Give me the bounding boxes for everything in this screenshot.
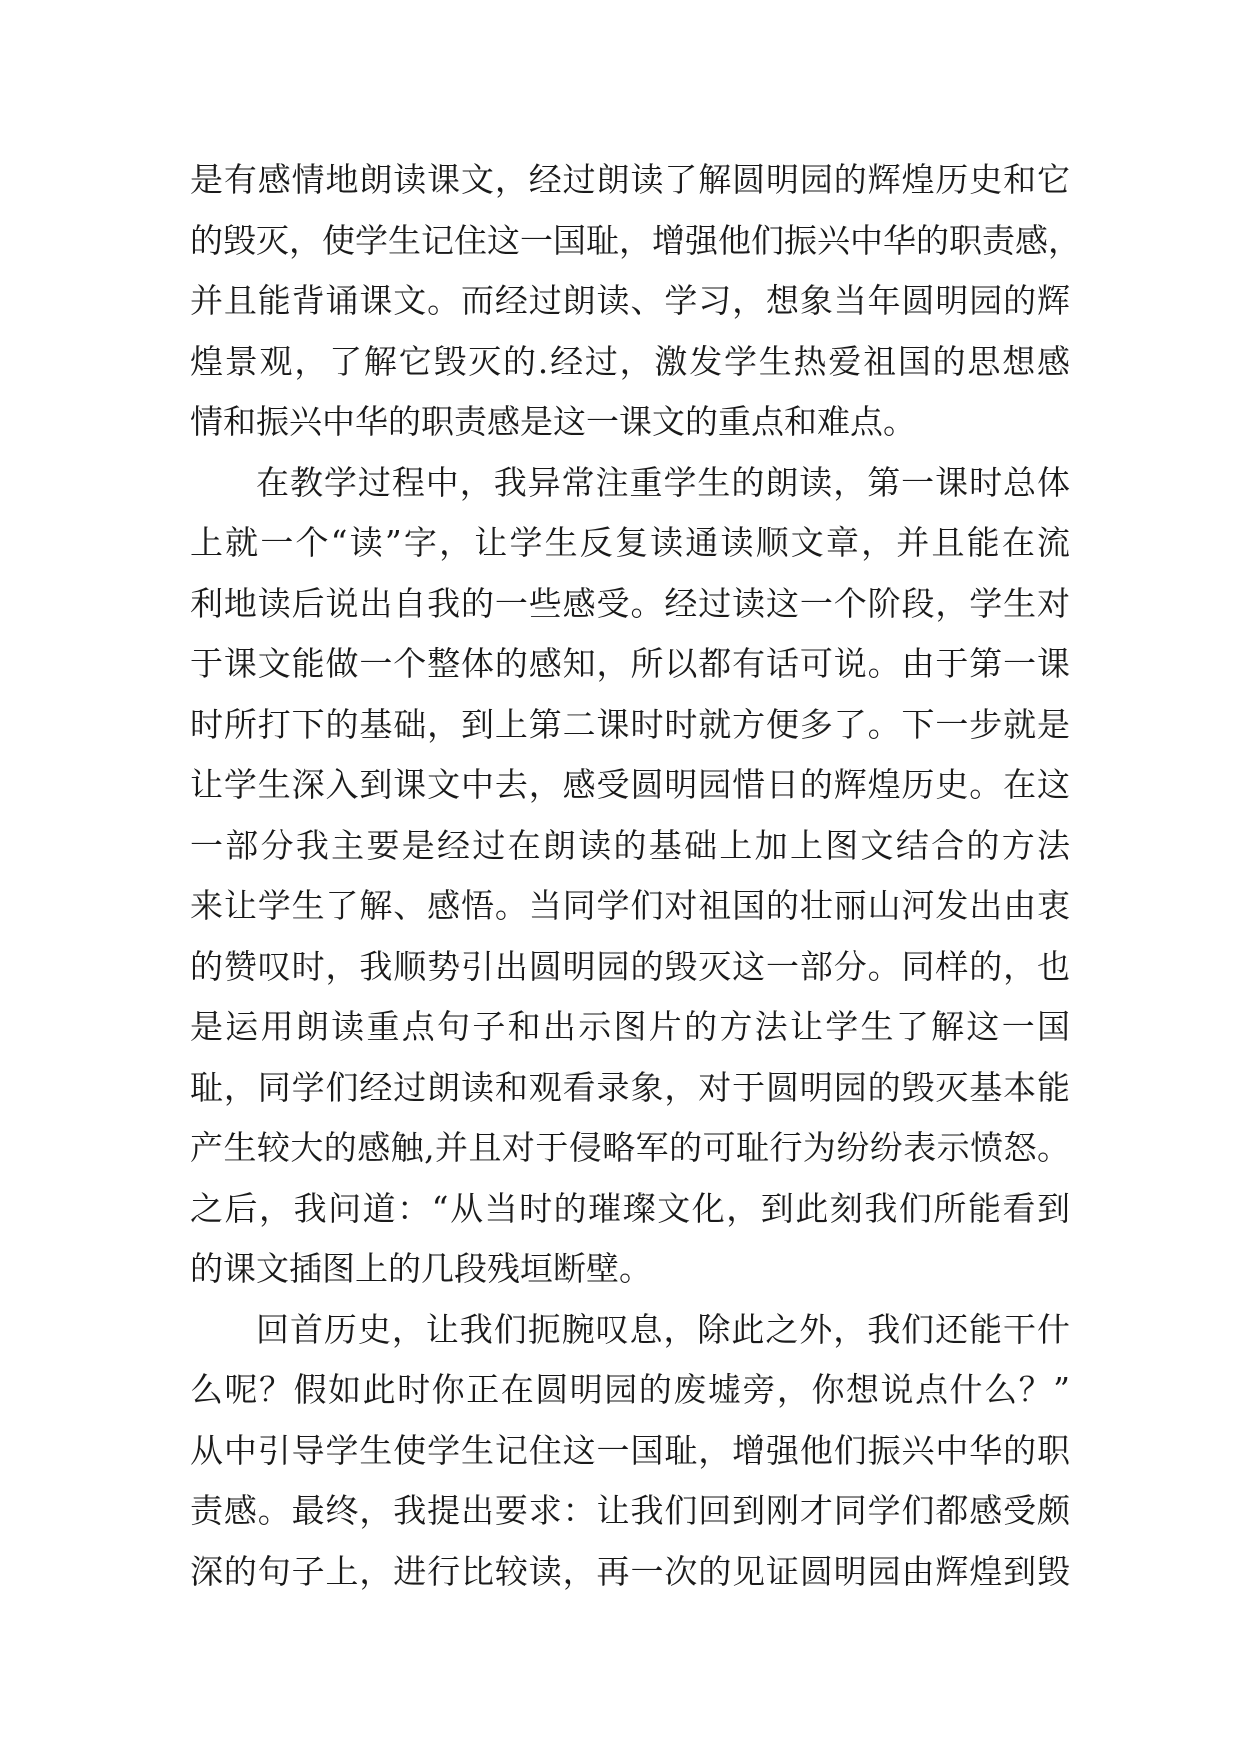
paragraph-2-line: 的课文插图上的几段残垣断壁。 bbox=[190, 1249, 652, 1288]
paragraph-2-line: 一部分我主要是经过在朗读的基础上加上图文结合的方法 bbox=[190, 825, 1070, 865]
paragraph-1-line: 的毁灭，使学生记住这一国耻，增强他们振兴中华的职责感， bbox=[190, 220, 1081, 260]
paragraph-3-line: 么呢？假如此时你正在圆明园的废墟旁，你想说点什么？” bbox=[190, 1370, 1070, 1409]
paragraph-3-line: 深的句子上，进行比较读，再一次的见证圆明园由辉煌到毁 bbox=[190, 1551, 1070, 1591]
paragraph-2-line: 产生较大的感触,并且对于侵略军的可耻行为纷纷表示愤怒。 bbox=[190, 1128, 1070, 1167]
paragraph-3-line: 责感。最终，我提出要求：让我们回到刚才同学们都感受颇 bbox=[190, 1491, 1070, 1530]
paragraph-1-line: 情和振兴中华的职责感是这一课文的重点和难点。 bbox=[190, 402, 916, 441]
body-text bbox=[190, 150, 1081, 1602]
paragraph-2-line: 耻，同学们经过朗读和观看录象，对于圆明园的毁灭基本能 bbox=[190, 1067, 1070, 1107]
paragraph-1-line: 煌景观，了解它毁灭的.经过，激发学生热爱祖国的思想感 bbox=[190, 341, 1070, 381]
paragraph-3-line: 回首历史，让我们扼腕叹息，除此之外，我们还能干什 bbox=[256, 1309, 1070, 1349]
paragraph-2-line: 在教学过程中，我异常注重学生的朗读，第一课时总体 bbox=[256, 462, 1070, 502]
paragraph-2-line: 上就一个“读”字，让学生反复读通读顺文章，并且能在流 bbox=[190, 523, 1070, 562]
paragraph-2-line: 是运用朗读重点句子和出示图片的方法让学生了解这一国 bbox=[190, 1007, 1070, 1046]
paragraph-2-line: 的赞叹时，我顺势引出圆明园的毁灭这一部分。同样的，也 bbox=[190, 946, 1070, 986]
paragraph-1-line: 并且能背诵课文。而经过朗读、学习，想象当年圆明园的辉 bbox=[190, 281, 1070, 320]
paragraph-2-line: 来让学生了解、感悟。当同学们对祖国的壮丽山河发出由衷 bbox=[190, 886, 1070, 925]
paragraph-2-line: 让学生深入到课文中去，感受圆明园惜日的辉煌历史。在这 bbox=[190, 765, 1070, 804]
paragraph-2-line: 于课文能做一个整体的感知，所以都有话可说。由于第一课 bbox=[190, 644, 1070, 683]
paragraph-2-line: 之后，我问道：“从当时的璀璨文化，到此刻我们所能看到 bbox=[190, 1188, 1070, 1228]
paragraph-2-line: 时所打下的基础，到上第二课时时就方便多了。下一步就是 bbox=[190, 704, 1070, 744]
paragraph-2-line: 利地读后说出自我的一些感受。经过读这一个阶段，学生对 bbox=[190, 583, 1070, 623]
paragraph-3-line: 从中引导学生使学生记住这一国耻，增强他们振兴中华的职 bbox=[190, 1430, 1070, 1470]
paragraph-1-line: 是有感情地朗读课文，经过朗读了解圆明园的辉煌历史和它 bbox=[190, 160, 1070, 199]
